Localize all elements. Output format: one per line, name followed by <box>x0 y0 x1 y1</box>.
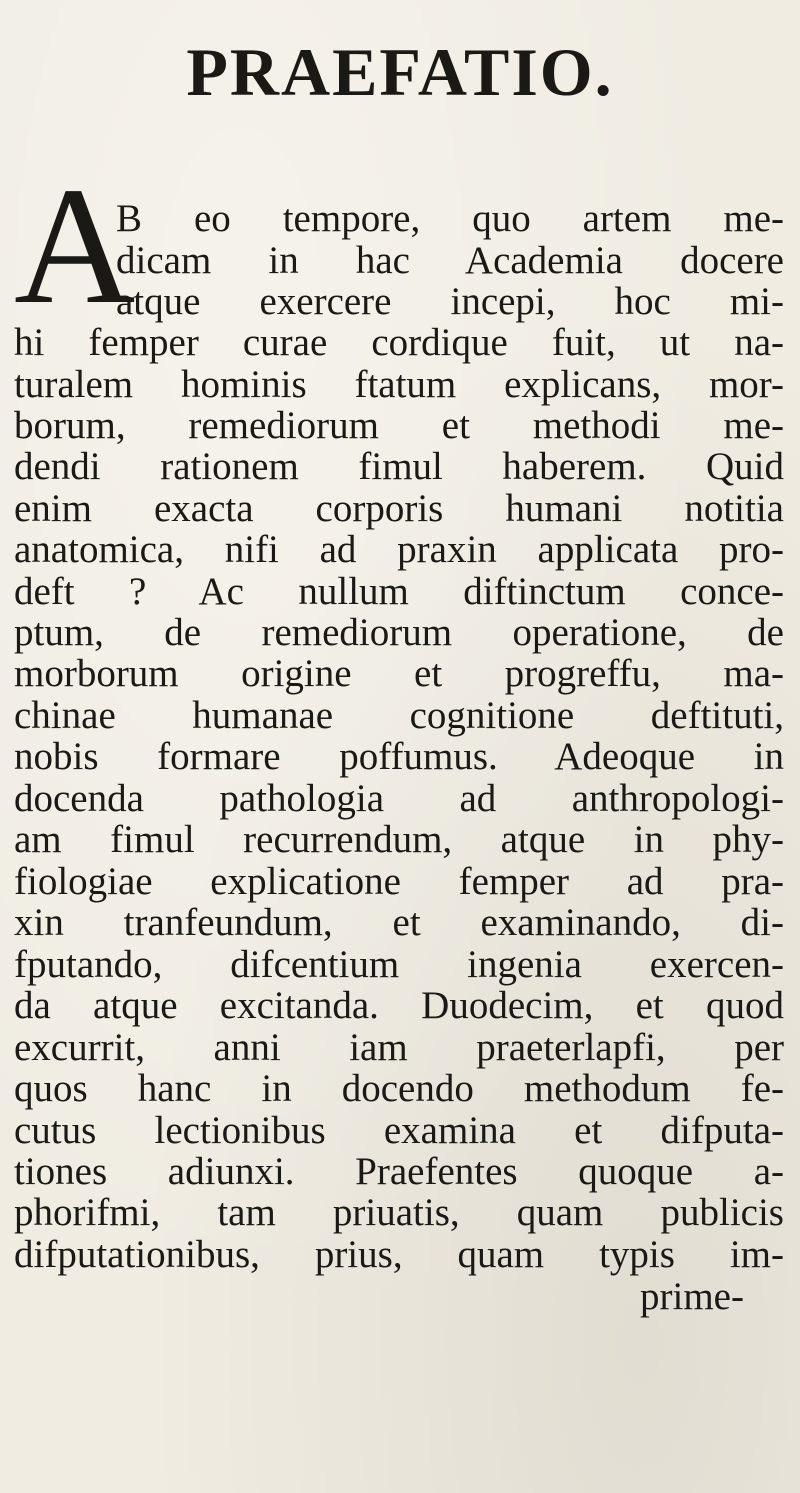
text-line: B eo tempore, quo artem me- <box>116 197 784 240</box>
text-line: difputationibus, prius, quam typis im- <box>14 1233 784 1276</box>
text-line: excurrit, anni iam praeterlapfi, per <box>14 1026 784 1069</box>
text-line: am fimul recurrendum, atque in phy- <box>14 818 784 861</box>
text-line: xin tranfeundum, et examinando, di- <box>14 901 784 944</box>
text-line: borum, remediorum et methodi me- <box>14 404 784 447</box>
text-line: ptum, de remediorum operatione, de <box>14 611 784 654</box>
text-line: anatomica, nifi ad praxin applicata pro- <box>14 528 784 571</box>
text-line: dicam in hac Academia docere <box>116 239 784 282</box>
catchword: prime- <box>640 1275 744 1318</box>
text-line: phorifmi, tam priuatis, quam publicis <box>14 1191 784 1234</box>
text-line: deft ? Ac nullum diftinctum conce- <box>14 570 784 613</box>
text-line: fputando, difcentium ingenia exercen- <box>14 943 784 986</box>
text-line: hi femper curae cordique fuit, ut na- <box>14 321 784 364</box>
text-line: atque exercere incepi, hoc mi- <box>116 280 784 323</box>
text-line: turalem hominis ftatum explicans, mor- <box>14 363 784 406</box>
text-line: dendi rationem fimul haberem. Quid <box>14 445 784 488</box>
text-line: da atque excitanda. Duodecim, et quod <box>14 984 784 1027</box>
text-line: nobis formare poffumus. Adeoque in <box>14 735 784 778</box>
text-line: quos hanc in docendo methodum fe- <box>14 1067 784 1110</box>
page-title: PRAEFATIO. <box>186 34 614 110</box>
text-line: cutus lectionibus examina et difputa- <box>14 1109 784 1152</box>
drop-cap: A <box>14 153 136 339</box>
text-line: docenda pathologia ad anthropologi- <box>14 777 784 820</box>
text-line: tiones adiunxi. Praefentes quoque a- <box>14 1150 784 1193</box>
text-line: morborum origine et progreffu, ma- <box>14 652 784 695</box>
text-line: fiologiae explicatione femper ad pra- <box>14 860 784 903</box>
text-line: enim exacta corporis humani notitia <box>14 487 784 530</box>
text-line: chinae humanae cognitione deftituti, <box>14 694 784 737</box>
